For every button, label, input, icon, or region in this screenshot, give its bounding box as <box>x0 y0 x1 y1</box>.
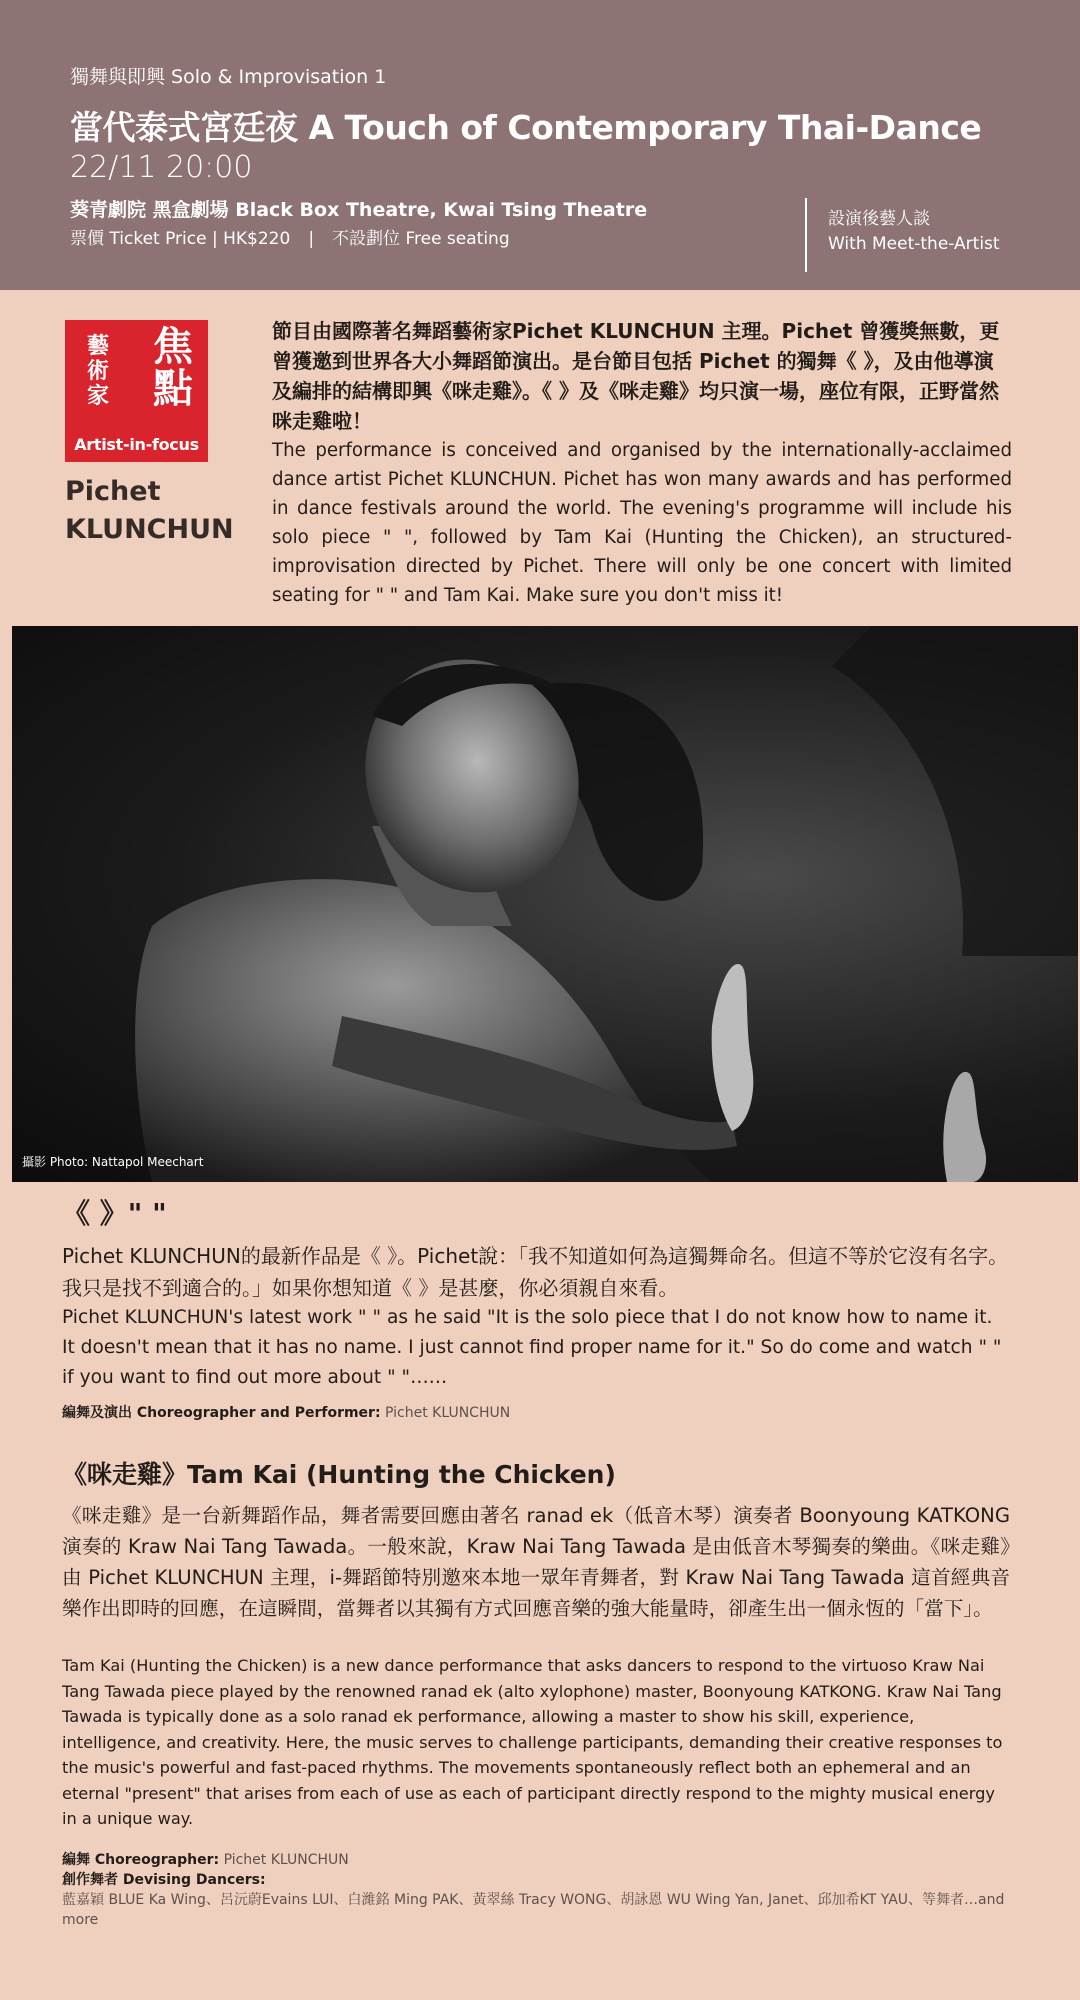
header-divider <box>805 198 807 272</box>
credit-value: Pichet KLUNCHUN <box>385 1405 511 1421</box>
intro-chinese: 節目由國際著名舞蹈藝術家Pichet KLUNCHUN 主理。Pichet 曾獲獎無數，更曾獲邀到世界各大小舞蹈節演出。是台節目包括 Pichet 的獨舞《 》，及由他導演及編排的結構即興《咪走雞》。《 》及《咪走雞》均只演一場，座位有限，正野當然咪走雞啦！ <box>272 319 1000 433</box>
performer-photo-illustration <box>12 626 1078 1182</box>
credit-label: 編舞及演出 Choreographer and Performer: <box>62 1405 381 1421</box>
choreographer-label: 編舞 Choreographer: <box>62 1852 220 1868</box>
choreographer-value: Pichet KLUNCHUN <box>223 1852 349 1868</box>
price-separator: | <box>308 229 315 249</box>
badge-big-text: 焦點 <box>153 324 193 412</box>
series-label: 獨舞與即興 Solo & Improvisation 1 <box>70 66 387 88</box>
artist-name: Pichet KLUNCHUN <box>65 476 234 545</box>
untitled-piece-chinese: Pichet KLUNCHUN的最新作品是《 》。Pichet說：「我不知道如何為這獨舞命名。但這不等於它沒有名字。我只是找不到適合的。」如果你想知道《 》是甚麼，你必須親自來看。 <box>62 1244 1009 1300</box>
tam-kai-credits <box>62 1850 1022 1930</box>
seating-info: 不設劃位 Free seating <box>332 229 510 249</box>
event-venue: 葵青劇院 黑盒劇場 Black Box Theatre, Kwai Tsing Theatre <box>70 199 648 221</box>
untitled-piece-english: Pichet KLUNCHUN's latest work " " as he said "It is the solo piece that I do not know how to name it. It doesn't mean that it has no name. I just cannot find proper name for it." So do come and watch " " if you want to find out more about " "…… <box>62 1307 1002 1388</box>
tam-kai-chinese: 《咪走雞》是一台新舞蹈作品，舞者需要回應由著名 ranad ek（低音木琴）演奏者 Boonyoung KATKONG 演奏的 Kraw Nai Tang Tawada。一般來說，Kraw Nai Tang Tawada 是由低音木琴獨奏的樂曲。《咪走雞》由 Pichet KLUNCHUN 主理，i-舞蹈節特別邀來本地一眾年青舞者，對 Kraw Nai Tang Tawada 這首經典音樂作出即時的回應，在這瞬間，當舞者以其獨有方式回應音樂的強大能量時，卻產生出一個永恆的「當下」。 <box>62 1504 1010 1620</box>
event-title: 當代泰式宮廷夜 A Touch of Contemporary Thai-Dance <box>70 108 982 147</box>
tam-kai-title: 《咪走雞》Tam Kai (Hunting the Chicken) <box>62 1460 616 1489</box>
choreographer-credit <box>62 1850 1022 1870</box>
dancers-list: 藍嘉穎 BLUE Ka Wing、呂沅蔚Evains LUI、白濰銘 Ming PAK、黃翠絲 Tracy WONG、胡詠恩 WU Wing Yan, Janet、邱加希KT YAU、等舞者…and more <box>62 1892 1005 1928</box>
badge-english: Artist-in-focus <box>74 435 199 454</box>
badge-small-text: 藝術家 <box>86 334 109 409</box>
artist-in-focus-badge <box>65 320 208 462</box>
dancers-label: 創作舞者 Devising Dancers: <box>62 1872 266 1888</box>
untitled-piece-title: 《 》" " <box>62 1197 167 1230</box>
meet-the-artist <box>828 207 1000 257</box>
performer-photo <box>12 626 1078 1182</box>
tam-kai-english: Tam Kai (Hunting the Chicken) is a new dance performance that asks dancers to respond to the virtuoso Kraw Nai Tang Tawada piece played by the renowned ranad ek (alto xylophone) master, Boonyoung KATKONG. Kraw Nai Tang Tawada is typically done as a solo ranad ek performance, allowing a master to show his skill, experience, intelligence, and creativity. Here, the music serves to challenge participants, demanding their creative responses to the music's powerful and fast-paced rhythms. The movements spontaneously reflect both an ephemeral and an eternal "present" that arises from each of use as each of participant directly respond to the mighty musical energy in a unique way. <box>62 1656 1003 1828</box>
event-datetime: 22/11 20:00 <box>70 150 253 185</box>
intro-english: The performance is conceived and organised by the internationally-acclaimed dance artist Pichet KLUNCHUN. Pichet has won many awards and has performed in dance festivals around the world. The evening's programme will include his solo piece " ", followed by Tam Kai (Hunting the Chicken), an structured-improvisation directed by Pichet. There will only be one concert with limited seating for " " and Tam Kai. Make sure you don't miss it! <box>272 440 1012 606</box>
untitled-piece-credit <box>62 1402 510 1422</box>
meet-the-artist-en: With Meet-the-Artist <box>828 234 1000 254</box>
ticket-price: 票價 Ticket Price | HK$220 <box>70 229 291 249</box>
event-header <box>0 0 1080 290</box>
photo-credit: 攝影 Photo: Nattapol Meechart <box>22 1155 204 1169</box>
ticket-info <box>70 224 510 249</box>
meet-the-artist-zh: 設演後藝人談 <box>828 209 930 229</box>
